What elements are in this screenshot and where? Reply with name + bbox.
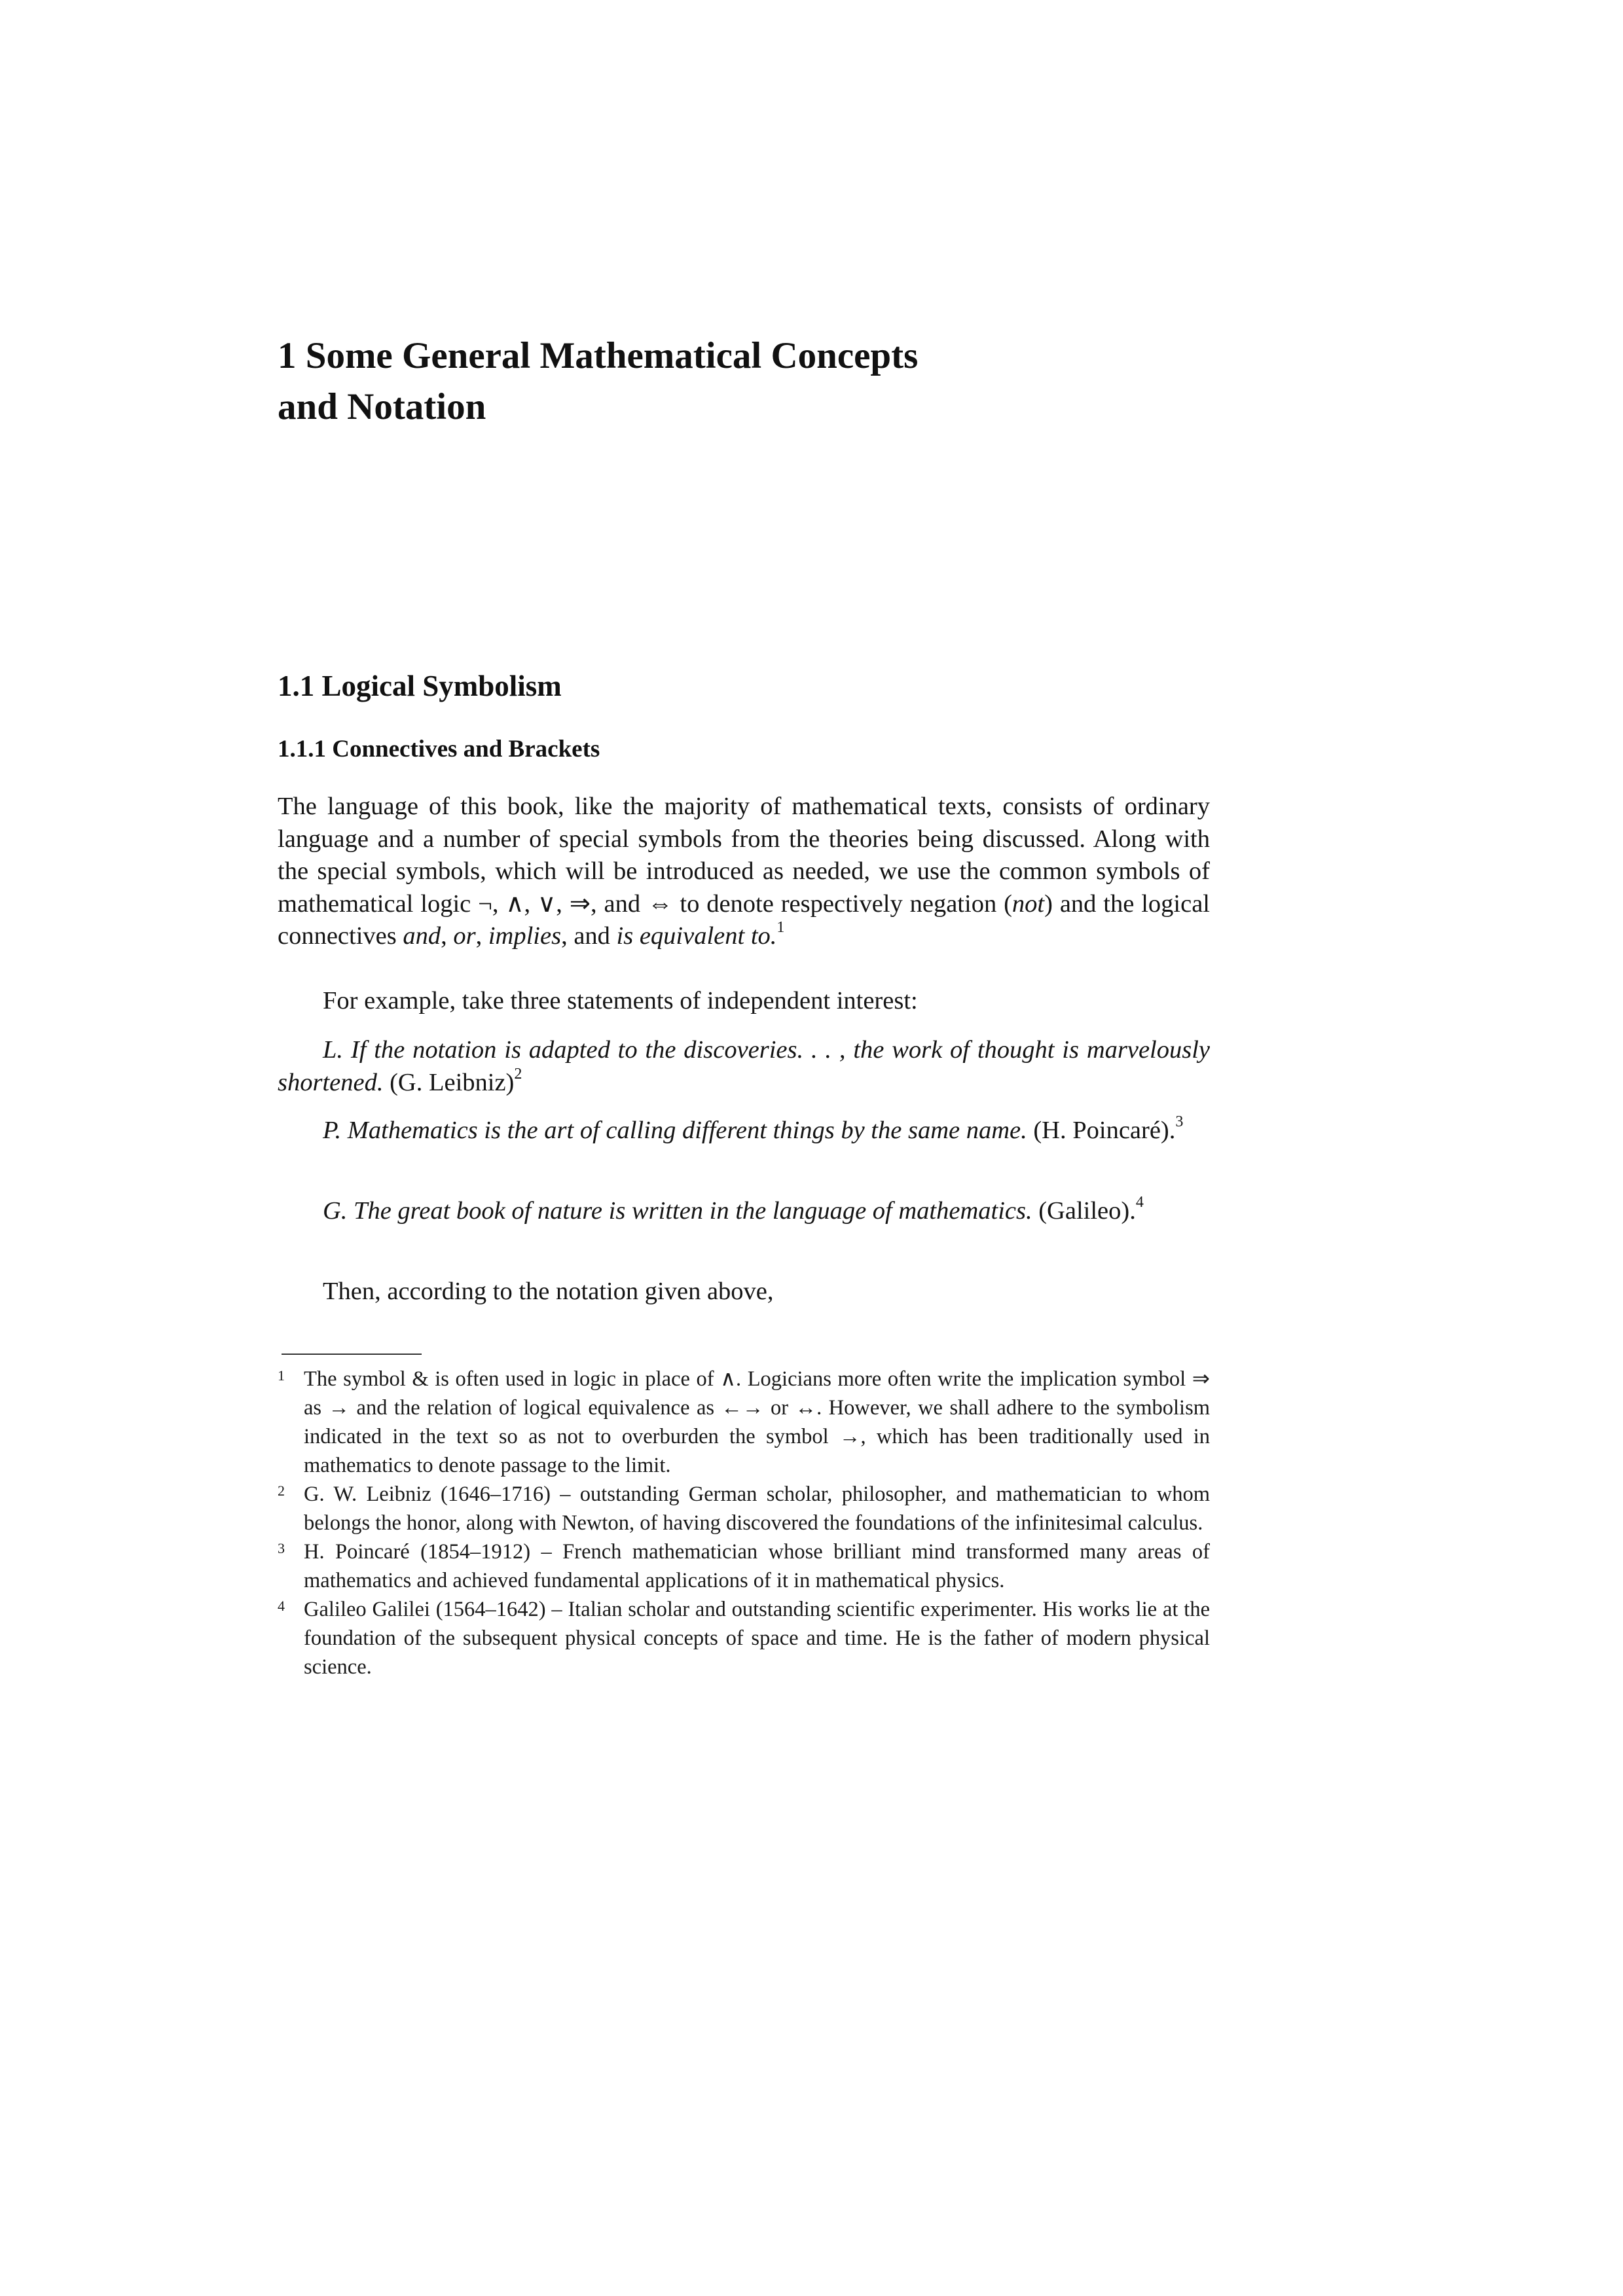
footnote-ref-3[interactable]: 3 [1175,1113,1184,1131]
chapter-title-line-2: and Notation [278,386,486,427]
footnote-3 [278,1537,1210,1595]
example-paragraph: For example, take three statements of independent interest: [323,987,918,1014]
quote-leibniz-text: L. If the notation is adapted to the discoveries. . . , the work of thought is marvelously shortened. [278,1036,1210,1096]
intro-comma-1: , [441,922,454,950]
footnote-text: The symbol & is often used in logic in place of ∧. Logicians more often write the implication symbol ⇒ as → and the relation of logical equivalence as ←→ or ↔. However, we shall adhere to the symbolism indicated in the text so as not to overburden the symbol →, which has been traditionally used in mathematics to denote passage to the limit. [304,1367,1210,1477]
intro-paragraph [278,791,1210,953]
quote-poincare-attribution: (H. Poincaré). [1027,1117,1176,1144]
footnotes [278,1365,1210,1681]
footnote-ref-2[interactable]: 2 [514,1065,522,1083]
then-paragraph: Then, according to the notation given above, [323,1278,774,1305]
footnote-text: G. W. Leibniz (1646–1716) – outstanding German scholar, philosopher, and mathematician to whom belongs the honor, along with Newton, of having discovered the foundations of the infinitesimal calculus. [304,1482,1210,1535]
footnote-ref-1[interactable]: 1 [776,919,785,937]
intro-equivalent: is equivalent to. [616,922,777,950]
footnote-divider [282,1354,422,1355]
footnote-number: 3 [278,1540,285,1556]
quote-galileo [278,1195,1210,1228]
intro-comma-2: , [475,922,488,950]
footnote-text: Galileo Galilei (1564–1642) – Italian scholar and outstanding scientific experimenter. His works lie at the foundation of the subsequent physical concepts of space and time. He is the father of modern physical science. [304,1598,1210,1679]
chapter-title-line-1: 1 Some General Mathematical Concepts [278,335,919,376]
intro-or: or [453,922,476,950]
intro-text-part1: The language of this book, like the majority of mathematical texts, consists of ordinary language and a number of special symbols from the theories being discussed. Along with the special symbols, which will be introduced as needed, we use the common symbols of mathematical logic ¬, ∧, ∨, ⇒, and ⇔ to denote respectively negation ( [278,793,1210,918]
chapter-title [278,331,1260,433]
quote-poincare [278,1115,1210,1147]
footnote-ref-4[interactable]: 4 [1135,1194,1144,1211]
intro-and-word: , and [561,922,617,950]
section-title: 1.1 Logical Symbolism [278,670,562,702]
intro-not: not [1012,889,1045,918]
footnote-text: H. Poincaré (1854–1912) – French mathematician whose brilliant mind transformed many areas of mathematics and achieved fundamental applications of it in mathematical physics. [304,1540,1210,1592]
footnote-1 [278,1365,1210,1480]
footnote-2 [278,1480,1210,1537]
quote-poincare-text: P. Mathematics is the art of calling different things by the same name. [323,1117,1027,1144]
intro-text-part2: ) and the logical connectives [278,889,1210,950]
footnote-number: 1 [278,1367,285,1384]
subsection-title: 1.1.1 Connectives and Brackets [278,736,600,762]
intro-and: and [403,922,441,950]
quote-galileo-text: G. The great book of nature is written in the language of mathematics. [323,1197,1032,1225]
quote-galileo-attribution: (Galileo). [1032,1197,1136,1225]
quote-leibniz [278,1034,1210,1099]
intro-implies: implies [488,922,562,950]
footnote-number: 4 [278,1598,285,1614]
footnote-4 [278,1595,1210,1681]
quote-leibniz-attribution: (G. Leibniz) [383,1068,515,1096]
footnote-number: 2 [278,1482,285,1499]
